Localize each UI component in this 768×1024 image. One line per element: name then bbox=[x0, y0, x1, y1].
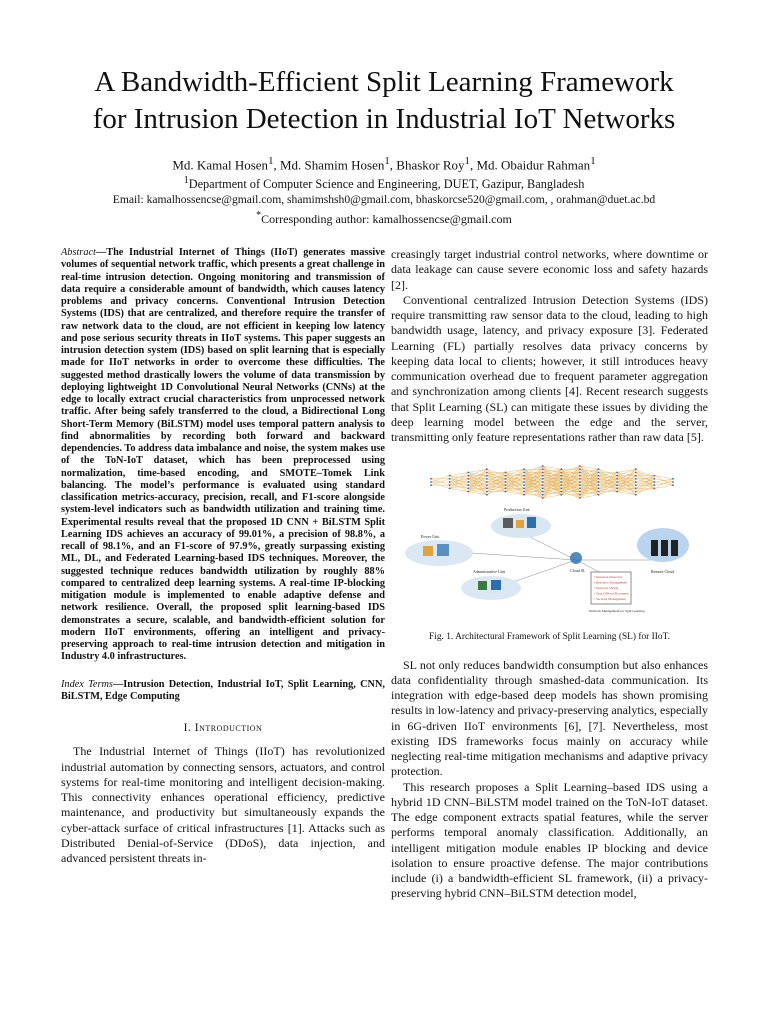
nn-node bbox=[449, 478, 451, 480]
nn-node bbox=[486, 481, 488, 483]
intro-paragraph-1-continued: creasingly target industrial control networks, where downtime or data leakage can cause severe economic loss and safety hazards [2]. bbox=[391, 247, 708, 292]
neural-network-graphic bbox=[430, 465, 674, 499]
nn-node bbox=[598, 481, 600, 483]
left-column bbox=[61, 247, 385, 866]
nn-node bbox=[467, 475, 469, 477]
nn-node bbox=[467, 488, 469, 490]
intro-paragraph-4: This research proposes a Split Learning–based IDS using a hybrid 1D CNN–BiLSTM model trained on the ToN-IoT dataset. The edge component extracts spatial features, while the server performs temporal anomaly classification. Additionally, an intelligent mitigation module enables IP blocking and device isolation to ensure proactive defense. The major contributions include (i) a bandwidth-efficient SL framework, (ii) a privacy-preserving hybrid CNN–BiLSTM detection model, bbox=[391, 779, 708, 901]
intro-paragraph-1: The Industrial Internet of Things (IIoT) has revolutionized industrial automation by connecting sensors, actuators, and control systems for real-time monitoring and intelligent decision-making. This connectivity enhances operational efficiency, predictive maintenance, and productivity but simultaneously expands the cyber-attack surface of critical infrastructures [1]. Attacks such as Distributed Denial-of-Service (DDoS), data injection, and advanced persistent threats in- bbox=[61, 744, 385, 865]
author-4-sup: 1 bbox=[590, 155, 596, 167]
nn-node bbox=[505, 481, 507, 483]
nn-node bbox=[672, 481, 674, 483]
nn-node bbox=[523, 491, 525, 493]
nn-node bbox=[635, 469, 637, 471]
nn-node bbox=[560, 494, 562, 496]
nn-node bbox=[579, 469, 581, 471]
network-management-box bbox=[589, 572, 645, 613]
nn-node bbox=[579, 465, 581, 467]
nn-node bbox=[672, 485, 674, 487]
author-2: Md. Shamim Hosen bbox=[279, 157, 385, 173]
network-management-item: • Task Offload Placement bbox=[594, 591, 629, 596]
nn-node bbox=[616, 491, 618, 493]
nn-node bbox=[653, 481, 655, 483]
nn-node bbox=[616, 485, 618, 487]
nn-node bbox=[560, 472, 562, 474]
nn-node bbox=[635, 475, 637, 477]
nn-node bbox=[486, 475, 488, 477]
production-unit-node bbox=[491, 507, 551, 538]
nn-node bbox=[542, 497, 544, 499]
affiliation bbox=[30, 173, 738, 192]
nn-node bbox=[542, 465, 544, 467]
figure-1-caption: Fig. 1. Architectural Framework of Split Learning (SL) for IIoT. bbox=[429, 632, 670, 643]
corresponding-sup: * bbox=[256, 210, 262, 222]
section-heading-introduction bbox=[61, 721, 385, 736]
nn-node bbox=[598, 494, 600, 496]
nn-node bbox=[467, 478, 469, 480]
corresponding-author bbox=[30, 208, 738, 227]
section-title: Introduction bbox=[194, 722, 263, 734]
nn-node bbox=[523, 481, 525, 483]
nn-node bbox=[616, 472, 618, 474]
nn-node bbox=[598, 491, 600, 493]
author-sep-2: , bbox=[389, 157, 397, 173]
cloud-sl-node bbox=[570, 552, 586, 573]
nn-node bbox=[635, 481, 637, 483]
title-line-1: A Bandwidth-Efficient Split Learning Framework bbox=[94, 66, 674, 98]
architecture-diagram bbox=[401, 460, 701, 624]
nn-node bbox=[523, 469, 525, 471]
section-numeral: I. bbox=[183, 722, 192, 734]
nn-node bbox=[542, 475, 544, 477]
nn-node bbox=[635, 494, 637, 496]
nn-node bbox=[523, 475, 525, 477]
nn-node bbox=[542, 491, 544, 493]
nn-node bbox=[486, 494, 488, 496]
affiliation-sup: 1 bbox=[183, 175, 189, 187]
author-block bbox=[30, 153, 738, 227]
nn-node bbox=[505, 475, 507, 477]
abstract-text: —The Industrial Internet of Things (IIoT) generates massive volumes of sequential network traffic, which presents a great challenge in real-time intrusion detection. Ongoing monitoring and transmission of data require a considerable amount of bandwidth, which causes latency problems and privacy concerns. Conventional Intrusion Detection Systems (IDS) that are centralized, and therefore require the transfer of raw network data to the cloud, are not efficient in keeping low latency and pose serious security threats in IIoT systems. This paper suggests an intrusion detection system (IDS) based on split learning that is especially made for IIoT networks in order to overcome these difficulties. The suggested method drastically lowers the volume of data transmission by deploying lightweight 1D Convolutional Neural Networks (CNNs) at the edge to locally extract crucial characteristics from unprocessed network traffic. After being safely transferred to the cloud, a Bidirectional Long Short-Term Memory (BiLSTM) model uses temporal pattern analysis to find abnormalities by recording both forward and backward dependencies. To address data imbalance and noise, the system makes use of the ToN-IoT dataset, which has been preprocessed using normalization, time-based encoding, and SMOTE–Tomek Link balancing. The model’s performance is evaluated using standard classification metrics-accuracy, precision, recall, and F1-score alongside system-level indicators such as bandwidth utilization and training time. Experimental results reveal that the proposed 1D CNN + BiLSTM Split Learning IDS achieves an accuracy of 99.01%, a precision of 98.8%, a recall of 98.1%, and an F1-score of 97.9%, greatly surpassing existing ML, DL, and Federated Learning-based IDS techniques. Moreover, the suggested technique reduces bandwidth utilization by roughly 88% compared to centralized deep learning systems. A real-time IP-blocking mitigation module is implemented to enable adaptive defense and network resilience. Overall, the proposed split learning-based IDS demonstrates a secure, scalable, and bandwidth-efficient solution for modern IIoT environments, offering an intelligent and privacy-preserving approach to real-time intrusion detection and mitigation in Industry 4.0 infrastructures. bbox=[61, 247, 385, 663]
nn-node bbox=[616, 475, 618, 477]
nn-node bbox=[653, 475, 655, 477]
nn-node bbox=[523, 485, 525, 487]
email-line: Email: kamalhossencse@gmail.com, shamimshsh0@gmail.com, bhaskorcse520@gmail.com, , orahman@duet.ac.bd bbox=[112, 193, 656, 207]
network-management-label: Network Management for Split Learning bbox=[589, 609, 645, 614]
corresponding-text: Corresponding author: kamalhossencse@gmail.com bbox=[261, 212, 512, 227]
nn-node bbox=[505, 488, 507, 490]
author-2-sup: 1 bbox=[384, 155, 390, 167]
administrative-unit-label: Administrative Unit bbox=[473, 569, 506, 575]
nn-node bbox=[486, 491, 488, 493]
production-unit-label: Production Unit bbox=[504, 507, 530, 513]
nn-node bbox=[449, 475, 451, 477]
nn-node bbox=[579, 472, 581, 474]
abstract-lead: Abstract bbox=[61, 247, 96, 258]
nn-node bbox=[542, 472, 544, 474]
nn-node bbox=[635, 491, 637, 493]
nn-node bbox=[505, 485, 507, 487]
nn-node bbox=[449, 485, 451, 487]
nn-node bbox=[653, 478, 655, 480]
affiliation-text: Department of Computer Science and Engineering, DUET, Gazipur, Bangladesh bbox=[188, 177, 585, 192]
author-4: Md. Obaidur Rahman bbox=[476, 157, 591, 173]
nn-node bbox=[653, 485, 655, 487]
author-3-sup: 1 bbox=[464, 155, 470, 167]
nn-node bbox=[560, 475, 562, 477]
nn-node bbox=[486, 472, 488, 474]
nn-node bbox=[579, 481, 581, 483]
network-management-item: • Intrusion Detection bbox=[594, 575, 623, 580]
nn-node bbox=[616, 488, 618, 490]
nn-node bbox=[542, 488, 544, 490]
author-3: Bhaskor Roy bbox=[396, 157, 465, 173]
nn-node bbox=[598, 478, 600, 480]
author-1: Md. Kamal Hosen bbox=[172, 157, 269, 173]
network-management-item: • Security Management bbox=[594, 597, 626, 602]
power-unit-label: Power Unit bbox=[421, 534, 440, 540]
nn-node bbox=[598, 475, 600, 477]
nn-node bbox=[542, 469, 544, 471]
nn-node bbox=[560, 491, 562, 493]
author-sep-1: , bbox=[273, 157, 280, 173]
nn-node bbox=[579, 475, 581, 477]
nn-node bbox=[598, 469, 600, 471]
nn-node bbox=[579, 497, 581, 499]
index-terms bbox=[61, 679, 385, 704]
nn-node bbox=[467, 491, 469, 493]
nn-node bbox=[635, 472, 637, 474]
nn-node bbox=[542, 481, 544, 483]
nn-node bbox=[467, 485, 469, 487]
abstract bbox=[61, 247, 385, 664]
nn-node bbox=[635, 478, 637, 480]
nn-node bbox=[430, 478, 432, 480]
nn-node bbox=[486, 469, 488, 471]
nn-node bbox=[486, 488, 488, 490]
intro-paragraph-3: SL not only reduces bandwidth consumption but also enhances data confidentiality through smashed-data communication. Its integration with edge-based deep models has shown promising results in low-latency and privacy-preserving analytics, especially in 6G-driven IIoT environments [6], [7]. Nevertheless, most existing IDS frameworks focus mainly on accuracy while neglecting real-time mitigation mechanisms and adaptive privacy protection. bbox=[391, 657, 708, 779]
nn-node bbox=[505, 472, 507, 474]
nn-node bbox=[523, 478, 525, 480]
nn-node bbox=[560, 488, 562, 490]
nn-node bbox=[672, 478, 674, 480]
nn-node bbox=[467, 481, 469, 483]
nn-node bbox=[616, 481, 618, 483]
nn-node bbox=[430, 481, 432, 483]
nn-node bbox=[542, 478, 544, 480]
nn-node bbox=[523, 488, 525, 490]
author-1-sup: 1 bbox=[268, 155, 274, 167]
author-sep-3: , bbox=[469, 157, 477, 173]
network-management-item: • Network Slicing bbox=[594, 586, 619, 591]
administrative-unit-node bbox=[461, 569, 521, 600]
remote-cloud-label: Remote Cloud bbox=[651, 569, 675, 575]
index-terms-text: —Intrusion Detection, Industrial IoT, Split Learning, CNN, BiLSTM, Edge Computing bbox=[61, 678, 385, 702]
nn-node bbox=[579, 488, 581, 490]
nn-node bbox=[542, 494, 544, 496]
nn-node bbox=[505, 478, 507, 480]
power-unit-node bbox=[405, 534, 473, 566]
nn-node bbox=[579, 491, 581, 493]
nn-node bbox=[560, 481, 562, 483]
right-column bbox=[391, 247, 708, 902]
nn-node bbox=[449, 481, 451, 483]
nn-node bbox=[486, 478, 488, 480]
title-line-2: for Intrusion Detection in Industrial IoT Networks bbox=[92, 103, 676, 135]
nn-node bbox=[579, 478, 581, 480]
nn-node bbox=[449, 488, 451, 490]
nn-node bbox=[579, 485, 581, 487]
nn-node bbox=[542, 485, 544, 487]
nn-node bbox=[635, 488, 637, 490]
nn-node bbox=[616, 478, 618, 480]
nn-node bbox=[523, 472, 525, 474]
nn-node bbox=[598, 472, 600, 474]
nn-node bbox=[560, 478, 562, 480]
nn-node bbox=[560, 485, 562, 487]
nn-node bbox=[598, 485, 600, 487]
nn-node bbox=[598, 488, 600, 490]
nn-node bbox=[635, 485, 637, 487]
paper-title bbox=[40, 64, 728, 138]
remote-cloud-node bbox=[637, 528, 689, 574]
intro-paragraph-2: Conventional centralized Intrusion Detection Systems (IDS) require transmitting raw sensor data to the cloud, leading to high bandwidth usage, latency, and privacy exposure [3]. Federated Learning (FL) partially resolves data privacy concerns by keeping data local to clients; however, it still introduces heavy communication overhead due to frequent parameter aggregation and synchronization among clients [4]. Recent research suggests that Split Learning (SL) can mitigate these issues by dividing the deep learning model between the edge and the server, transmitting only feature representations rather than raw data [5]. bbox=[391, 292, 708, 444]
network-management-item: • Resource Management bbox=[594, 580, 628, 585]
nn-node bbox=[486, 485, 488, 487]
nn-node bbox=[467, 472, 469, 474]
nn-node bbox=[523, 494, 525, 496]
nn-node bbox=[579, 494, 581, 496]
nn-node bbox=[653, 488, 655, 490]
figure-1 bbox=[391, 460, 708, 624]
nn-node bbox=[430, 485, 432, 487]
nn-node bbox=[560, 469, 562, 471]
index-terms-lead: Index Terms bbox=[61, 678, 113, 690]
cloud-sl-label: Cloud SL bbox=[570, 568, 586, 574]
author-names bbox=[30, 153, 738, 173]
nn-node bbox=[505, 491, 507, 493]
